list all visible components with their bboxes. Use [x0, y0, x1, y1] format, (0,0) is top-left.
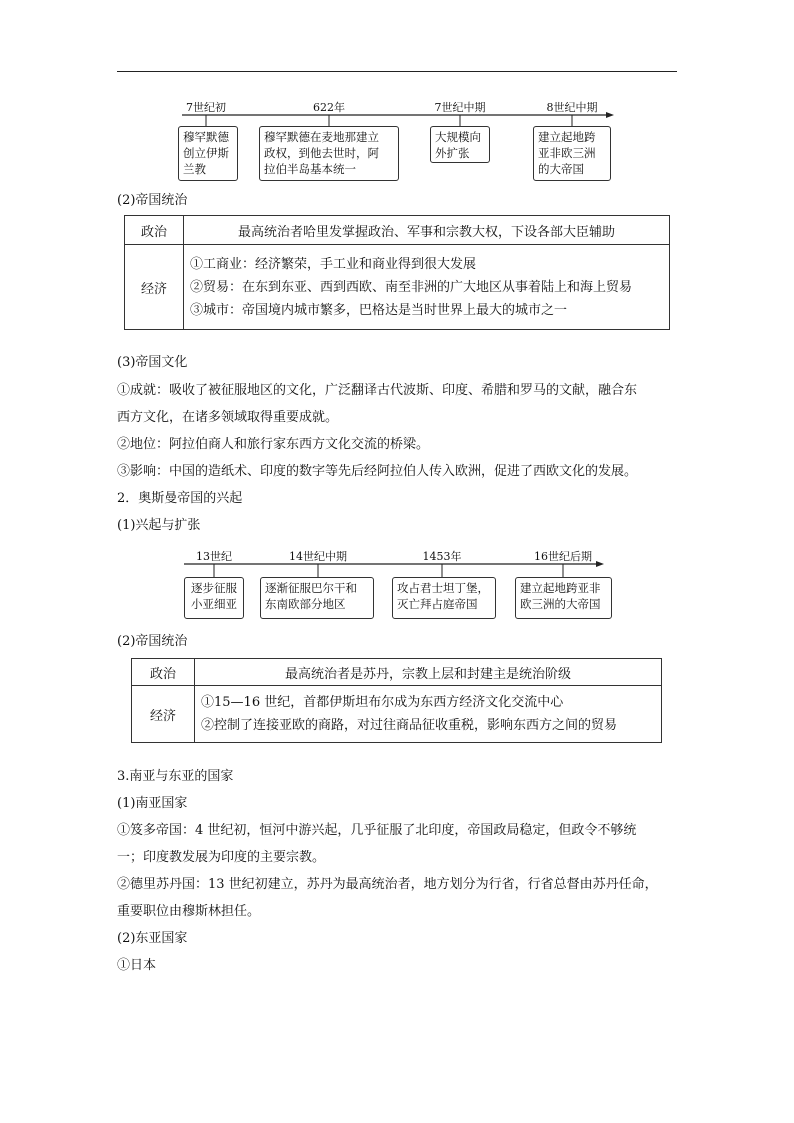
list-item: ②控制了连接亚欧的商路，对过往商品征收重税，影响东西方之间的贸易	[201, 718, 618, 733]
table-row	[132, 659, 662, 686]
section-heading: (2)东亚国家	[117, 931, 188, 946]
timeline-label: 14世纪中期	[289, 550, 347, 563]
timeline-label: 13世纪	[196, 550, 232, 563]
event-line: 建立起地跨亚非	[520, 581, 601, 595]
list-item: ①工商业：经济繁荣，手工业和商业得到很大发展	[190, 256, 477, 272]
section-heading: (2)帝国统治	[117, 634, 188, 649]
paragraph-line: 西方文化，在诸多领域取得重要成就。	[117, 410, 339, 425]
event-line: 逐渐征服巴尔干和	[265, 581, 357, 595]
paragraph-line: ②地位：阿拉伯商人和旅行家东西方文化交流的桥梁。	[117, 437, 430, 452]
table-cell: 最高统治者哈里发掌握政治、军事和宗教大权，下设各部大臣辅助	[184, 216, 670, 245]
timeline-label: 16世纪后期	[534, 550, 592, 563]
table-cell	[195, 686, 662, 743]
table-row	[132, 686, 662, 743]
paragraph-line: 一；印度教发展为印度的主要宗教。	[117, 850, 326, 865]
event-line: 攻占君士坦丁堡，	[397, 581, 489, 595]
table-head-cell: 政治	[132, 659, 195, 686]
timeline-event-box	[515, 577, 612, 619]
table-head-cell: 经济	[132, 686, 195, 743]
event-line: 逐步征服	[191, 581, 237, 595]
event-line: 穆罕默德在麦地那建立	[264, 130, 379, 144]
event-line: 创立伊斯	[183, 146, 229, 160]
paragraph-line: ②德里苏丹国：13 世纪初建立，苏丹为最高统治者，地方划分为行省，行省总督由苏丹任命，	[117, 877, 658, 892]
timeline-event-box	[392, 577, 496, 619]
section-heading: (3)帝国文化	[117, 355, 188, 370]
section-heading: 3.南亚与东亚的国家	[117, 769, 234, 784]
event-line: 拉伯半岛基本统一	[264, 162, 356, 176]
paragraph-line: ③影响：中国的造纸术、印度的数字等先后经阿拉伯人传入欧洲，促进了西欧文化的发展。	[117, 464, 638, 479]
section-heading: (1)兴起与扩张	[117, 518, 201, 533]
timeline-event-box	[184, 577, 244, 619]
event-line: 东南欧部分地区	[265, 597, 346, 611]
list-item: ③城市：帝国境内城市繁多，巴格达是当时世界上最大的城市之一	[190, 302, 568, 318]
paragraph-line: ①成就：吸收了被征服地区的文化，广泛翻译古代波斯、印度、希腊和罗马的文献，融合东	[117, 383, 638, 398]
event-line: 大规模向	[435, 130, 481, 144]
ottoman-rule-table	[131, 658, 662, 743]
list-item: ①15—16 世纪，首都伊斯坦布尔成为东西方经济文化交流中心	[201, 695, 564, 710]
paragraph-line: ①笈多帝国：4 世纪初，恒河中游兴起，几乎征服了北印度，帝国政局稳定，但政令不够统	[117, 823, 637, 838]
section-heading: (1)南亚国家	[117, 796, 188, 811]
event-line: 外扩张	[435, 146, 470, 160]
event-line: 兰教	[183, 162, 206, 176]
event-line: 小亚细亚	[191, 597, 237, 611]
table-cell: 最高统治者是苏丹，宗教上层和封建主是统治阶级	[195, 659, 662, 686]
timeline-label: 8世纪中期	[546, 101, 598, 114]
list-item: ②贸易：在东到东亚、西到西欧、南至非洲的广大地区从事着陆上和海上贸易	[190, 279, 633, 295]
section-heading: 2．奥斯曼帝国的兴起	[117, 491, 243, 506]
event-line: 政权，到他去世时，阿	[264, 146, 379, 160]
timeline-label: 7世纪初	[186, 101, 226, 114]
table-head-cell: 政治	[125, 216, 184, 245]
timeline-label: 7世纪中期	[434, 101, 486, 114]
event-line: 灭亡拜占庭帝国	[397, 597, 478, 611]
timeline-label: 1453年	[422, 550, 462, 563]
event-line: 建立起地跨	[538, 130, 596, 144]
event-line: 的大帝国	[538, 162, 584, 176]
paragraph-line: ①日本	[117, 958, 157, 973]
paragraph-line: 重要职位由穆斯林担任。	[117, 904, 261, 919]
timeline-label: 622年	[313, 101, 345, 114]
section-heading: (2)帝国统治	[117, 193, 188, 208]
event-line: 穆罕默德	[183, 130, 229, 144]
table-head-cell: 经济	[125, 245, 184, 330]
event-line: 亚非欧三洲	[538, 146, 596, 160]
event-line: 欧三洲的大帝国	[520, 597, 601, 611]
timeline-event-box	[260, 577, 374, 619]
